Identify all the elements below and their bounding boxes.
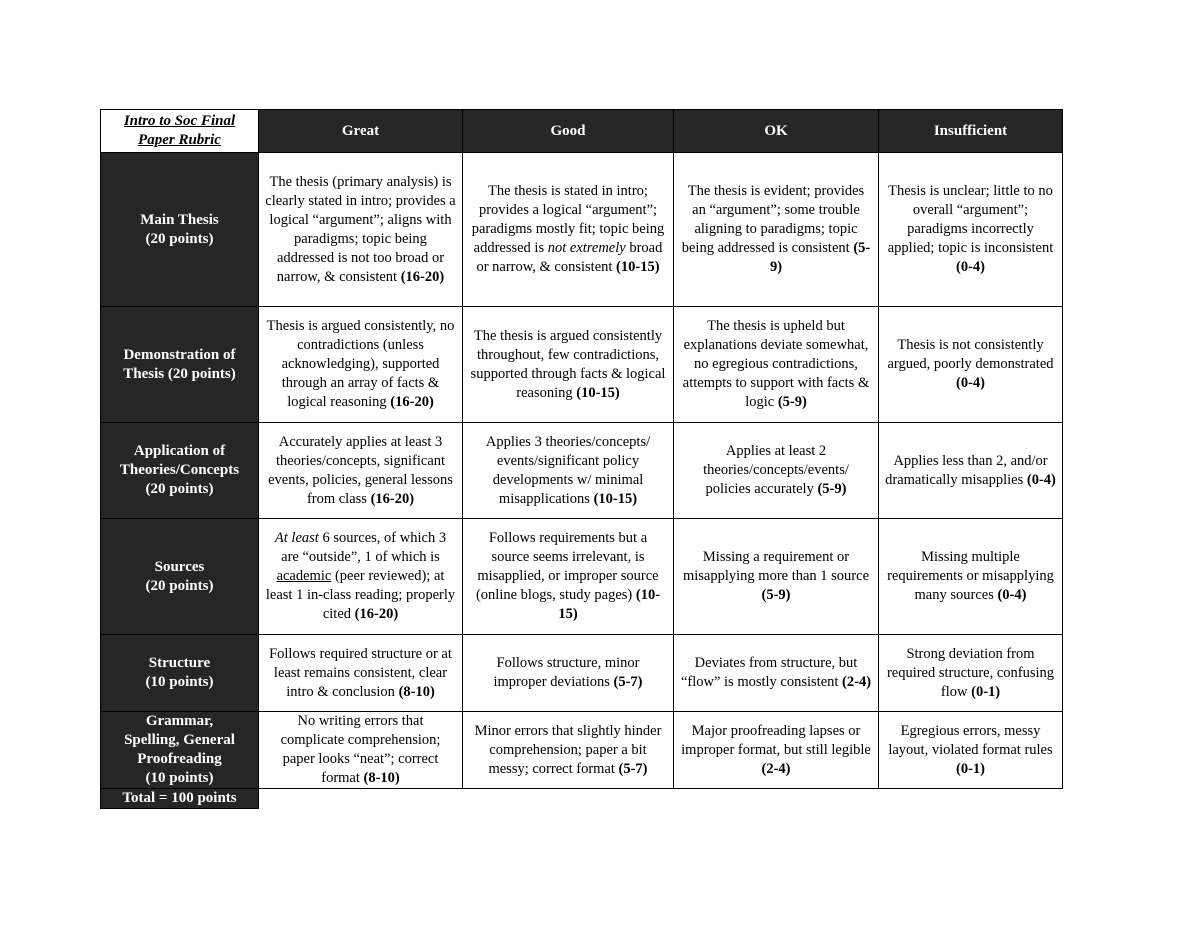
row-points: (10 points) (145, 674, 214, 690)
cell-application-insufficient (879, 423, 1063, 519)
cell-score: (5-9) (761, 587, 791, 603)
row-header-grammar (101, 712, 259, 789)
row-label: Proofreading (137, 751, 222, 767)
row-points: (10 points) (145, 770, 214, 786)
cell-text: Egregious errors, messy layout, violated format rules (888, 722, 1053, 758)
cell-demonstration-insufficient (879, 307, 1063, 423)
total-row (101, 789, 1063, 809)
cell-score: (10-15) (558, 587, 661, 622)
cell-text: Thesis is not consistently argued, poorly demonstrated (887, 337, 1054, 372)
cell-text: No writing errors that complicate comprehension; paper looks “neat”; correct format (280, 713, 441, 786)
cell-score: (2-4) (842, 674, 872, 690)
cell-text: Thesis is unclear; little to no overall “argument”; paradigms incorrectly applied; topic is inconsistent (887, 183, 1054, 256)
row-header-structure (101, 635, 259, 712)
cell-score: (2-4) (761, 760, 791, 777)
column-header-ok: OK (674, 110, 879, 153)
total-points: Total = 100 points (101, 789, 259, 809)
cell-score: (5-9) (769, 240, 871, 275)
cell-demonstration-great (259, 307, 463, 423)
cell-sources-great (259, 519, 463, 635)
cell-text-underline: academic (276, 568, 332, 584)
cell-application-good (463, 423, 674, 519)
cell-score: (5-7) (613, 674, 643, 690)
rubric-title-line1: Intro to Soc Final (123, 113, 236, 129)
cell-demonstration-good (463, 307, 674, 423)
row-label: Grammar, (145, 713, 214, 729)
cell-grammar-great (259, 712, 463, 789)
cell-text: Thesis is argued consistently, no contradictions (unless acknowledging), supported through an array of facts & logical reasoning (266, 318, 455, 410)
cell-grammar-insufficient (879, 712, 1063, 789)
cell-main-thesis-insufficient (879, 153, 1063, 307)
cell-text: Missing multiple requirements or misapplying many sources (887, 549, 1054, 603)
cell-score: (8-10) (398, 683, 435, 700)
cell-text: broad or narrow, & consistent (476, 240, 663, 275)
cell-text: 6 sources, of which 3 are “outside”, 1 of which is (281, 530, 447, 565)
cell-score: (16-20) (354, 606, 399, 622)
cell-text: Missing a requirement or misapplying more than 1 source (682, 549, 870, 584)
cell-structure-great (259, 635, 463, 712)
row-label: Structure (148, 655, 211, 671)
cell-score: (10-15) (593, 490, 638, 507)
row-points: Thesis (20 points) (123, 365, 236, 382)
row-sources (101, 519, 1063, 635)
cell-text: Applies less than 2, and/or dramatically misapplies (885, 452, 1048, 488)
cell-sources-good (463, 519, 674, 635)
row-label: Spelling, General (124, 732, 235, 748)
cell-score: (16-20) (390, 394, 434, 410)
rubric-title-line2: Paper Rubric (138, 132, 221, 148)
row-demonstration-of-thesis (101, 307, 1063, 423)
row-label: Sources (154, 558, 205, 575)
cell-text: Deviates from structure, but “flow” is mostly consistent (680, 655, 858, 690)
cell-text: The thesis is stated in intro; provides a logical “argument”; paradigms mostly fit; topic being addressed is (471, 183, 665, 256)
row-label: Theories/Concepts (119, 462, 240, 478)
cell-score: (0-1) (971, 683, 1001, 700)
cell-text: The thesis is argued consistently throughout, few contradictions, supported through facts & logical reasoning (470, 327, 666, 401)
column-header-insufficient: Insufficient (879, 110, 1063, 153)
row-header-application-of-theories (101, 423, 259, 519)
cell-score: (10-15) (576, 384, 620, 401)
cell-text: The thesis is evident; provides an “argument”; some trouble aligning to paradigms; topic being addressed is consistent (681, 183, 865, 256)
cell-text: Minor errors that slightly hinder comprehension; paper a bit messy; correct format (474, 722, 662, 777)
cell-score: (0-4) (997, 587, 1027, 603)
cell-score: (0-4) (1026, 471, 1056, 488)
cell-application-ok (674, 423, 879, 519)
cell-text: Accurately applies at least 3 theories/concepts, significant events, policies, general lessons from class (268, 433, 453, 507)
cell-application-great (259, 423, 463, 519)
row-header-demonstration-of-thesis (101, 307, 259, 423)
cell-score: (0-1) (956, 760, 985, 777)
cell-sources-ok (674, 519, 879, 635)
rubric-table (100, 109, 1063, 809)
cell-score: (5-9) (777, 394, 807, 410)
cell-score: (0-4) (956, 375, 985, 391)
row-points: (20 points) (145, 481, 214, 497)
blank-cell (259, 789, 463, 809)
cell-structure-good (463, 635, 674, 712)
row-main-thesis (101, 153, 1063, 307)
row-label: Demonstration of (123, 346, 236, 363)
row-structure (101, 635, 1063, 712)
blank-cell (879, 789, 1063, 809)
row-points: (20 points) (145, 577, 214, 594)
rubric-title (101, 110, 259, 153)
cell-text: Strong deviation from required structure, confusing flow (886, 645, 1055, 700)
cell-text: The thesis is upheld but explanations deviate somewhat, no egregious contradictions, attempts to support with facts & logic (682, 318, 870, 410)
cell-sources-insufficient (879, 519, 1063, 635)
row-points: (20 points) (145, 230, 214, 247)
cell-text: Applies 3 theories/concepts/ events/significant policy developments w/ minimal misapplications (485, 433, 651, 507)
cell-grammar-good (463, 712, 674, 789)
row-grammar (101, 712, 1063, 789)
cell-score: (16-20) (370, 490, 415, 507)
cell-structure-ok (674, 635, 879, 712)
cell-score: (10-15) (616, 259, 660, 275)
blank-cell (463, 789, 674, 809)
cell-text-italic: At least (274, 530, 319, 546)
cell-structure-insufficient (879, 635, 1063, 712)
cell-text: Follows required structure or at least remains consistent, clear intro & conclusion (269, 645, 452, 700)
blank-cell (674, 789, 879, 809)
cell-text: Applies at least 2 theories/concepts/events/ policies accurately (703, 443, 849, 497)
cell-score: (5-7) (618, 760, 648, 777)
row-application-of-theories (101, 423, 1063, 519)
cell-text: Follows requirements but a source seems irrelevant, is misapplied, or improper source (online blogs, study pages) (475, 530, 659, 603)
cell-text-italic: not extremely (547, 240, 626, 256)
cell-main-thesis-ok (674, 153, 879, 307)
row-label: Main Thesis (140, 211, 219, 228)
column-header-good: Good (463, 110, 674, 153)
cell-main-thesis-great (259, 153, 463, 307)
cell-score: (5-9) (817, 481, 847, 497)
cell-text: The thesis (primary analysis) is clearly stated in intro; provides a logical “argument”; aligns with paradigms; topic being addressed is not too broad or narrow, & consistent (265, 173, 456, 285)
cell-grammar-ok (674, 712, 879, 789)
row-header-main-thesis (101, 153, 259, 307)
column-header-great: Great (259, 110, 463, 153)
header-row (101, 110, 1063, 153)
cell-score: (0-4) (956, 259, 985, 275)
cell-score: (8-10) (363, 770, 400, 786)
row-header-sources (101, 519, 259, 635)
cell-main-thesis-good (463, 153, 674, 307)
row-label: Application of (133, 443, 226, 459)
cell-demonstration-ok (674, 307, 879, 423)
cell-text: (peer reviewed); at least 1 in-class reading; properly cited (265, 568, 456, 622)
cell-text: Major proofreading lapses or improper format, but still legible (681, 722, 871, 758)
cell-text: Follows structure, minor improper deviations (493, 655, 640, 690)
cell-score: (16-20) (400, 268, 445, 285)
